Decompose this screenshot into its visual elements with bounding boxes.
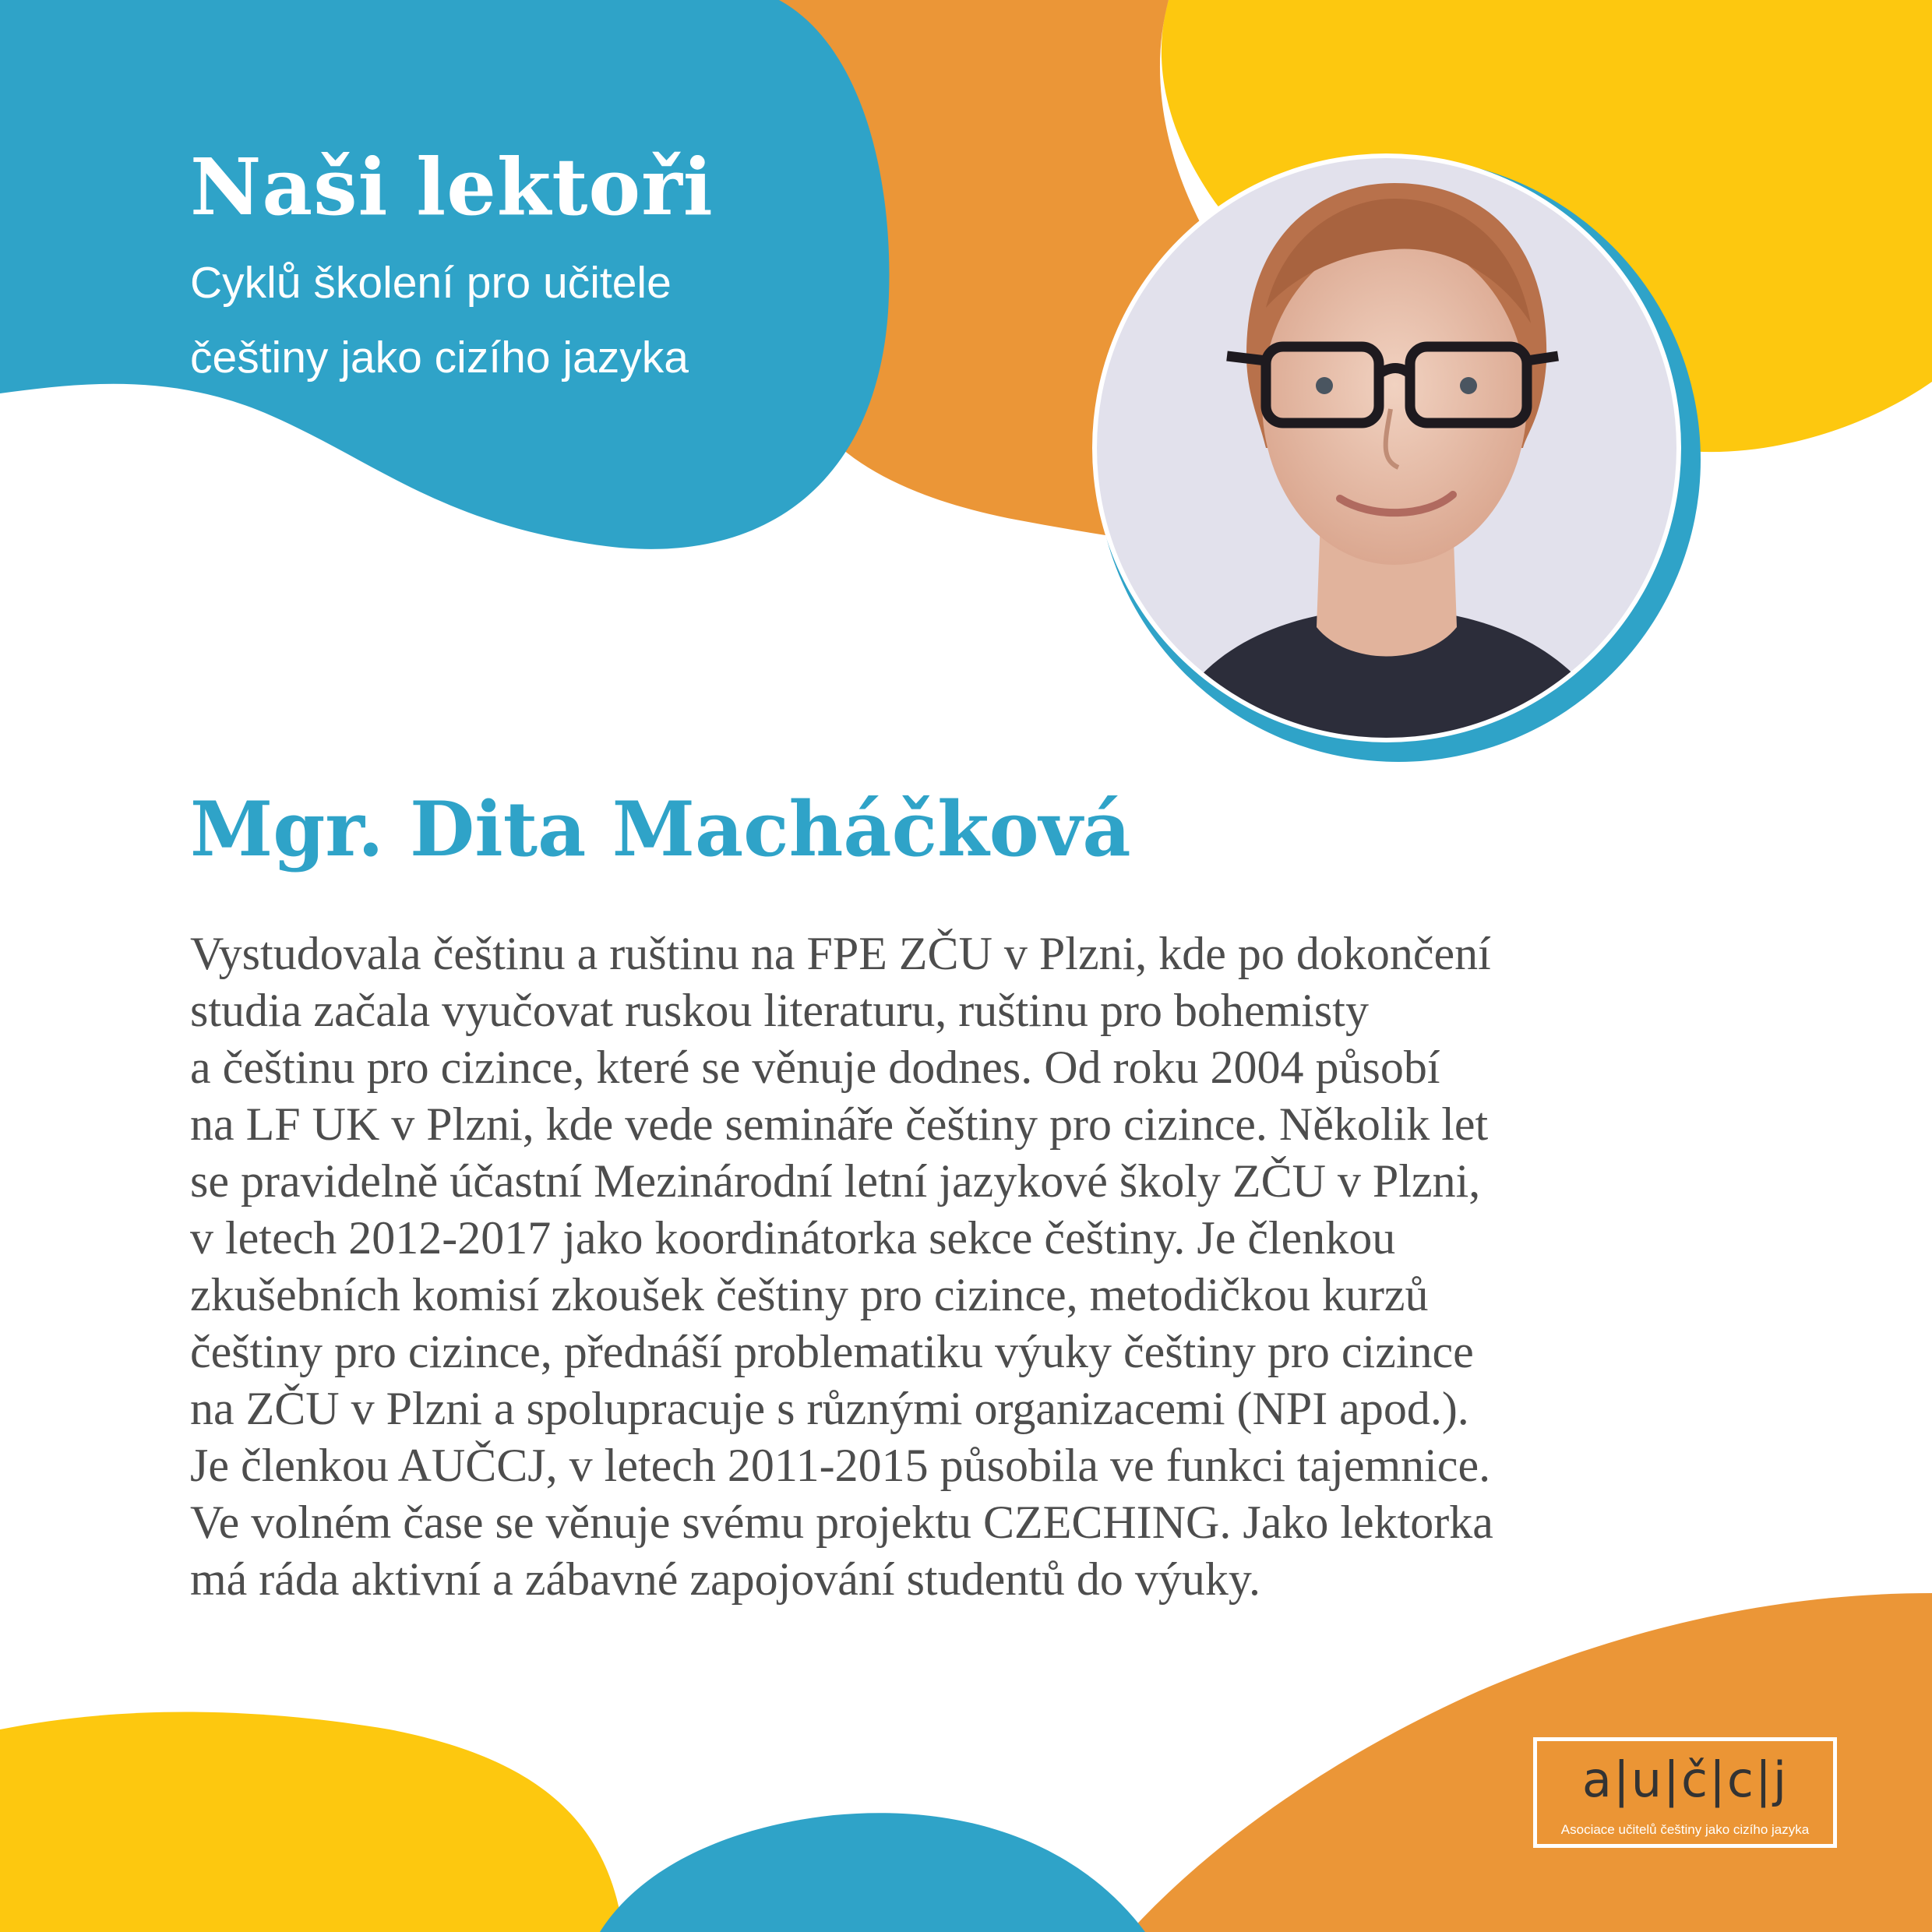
lecturer-bio [190,925,1787,1608]
bio-line: zkušebních komisí zkoušek češtiny pro cizince, metodičkou kurzů [190,1269,1429,1320]
bio-line: na ZČU v Plzni a spolupracuje s různými organizacemi (NPI apod.). [190,1383,1469,1434]
page-subtitle [190,245,782,395]
yellow-blob-bottom-left [0,1712,623,1932]
aucj-logo [1533,1737,1837,1848]
bio-line: Vystudovala češtinu a ruštinu na FPE ZČU v Plzni, kde po dokončení [190,928,1491,979]
lecturer-name: Mgr. Dita Macháčková [190,785,1131,873]
blue-blob-bottom-center [600,1813,1145,1932]
bio-line: na LF UK v Plzni, kde vede semináře češtiny pro cizince. Několik let [190,1098,1489,1150]
bio-line: má ráda aktivní a zábavné zapojování studentů do výuky. [190,1553,1260,1605]
page-title: Naši lektoři [190,141,714,233]
photo-eye-left [1316,377,1333,394]
bio-line: češtiny pro cizince, přednáší problematiku výuky češtiny pro cizince [190,1326,1474,1377]
bio-line: Je členkou AUČCJ, v letech 2011-2015 působila ve funkci tajemnice. [190,1440,1491,1491]
subtitle-line: Cyklů školení pro učitele [190,258,672,308]
bio-line: studia začala vyučovat ruskou literaturu, ruštinu pro bohemisty [190,985,1369,1036]
photo-eye-right [1460,377,1477,394]
lecturer-photo [1091,152,1706,767]
bio-line: Ve volném čase se věnuje svému projektu CZECHING. Jako lektorka [190,1497,1493,1548]
subtitle-line: češtiny jako cizího jazyka [190,333,689,383]
logo-letters: a|u|č|c|j [1581,1751,1789,1808]
logo-caption: Asociace učitelů češtiny jako cizího jazyka [1560,1822,1810,1837]
bio-line: v letech 2012-2017 jako koordinátorka sekce češtiny. Je členkou [190,1212,1396,1264]
bio-line: a češtinu pro cizince, které se věnuje dodnes. Od roku 2004 působí [190,1042,1440,1093]
bio-line: se pravidelně účastní Mezinárodní letní jazykové školy ZČU v Plzni, [190,1155,1481,1207]
